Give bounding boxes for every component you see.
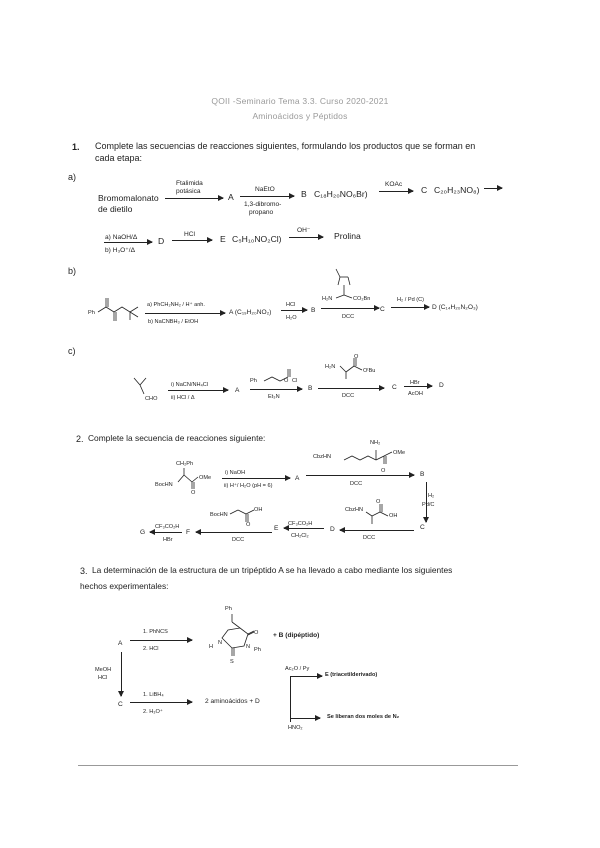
q2-start-OMe: OMe [199, 475, 212, 481]
q2-G: G [140, 529, 146, 536]
q1c-arrow-4 [404, 386, 432, 387]
q1a-D: D [158, 236, 165, 246]
q2-reagent-OMe: OMe [393, 450, 406, 456]
q3-ring-O: O [254, 630, 259, 636]
q2-r1-bot: ii) H⁺/ H₂O (pH = 6) [224, 483, 273, 489]
topic-header: Aminoácidos y Péptidos [252, 111, 348, 121]
q3-products: 2 aminoácidos + D [205, 698, 260, 705]
q2-r6-bot: DCC [232, 537, 245, 543]
q1a-r2-bot-line2: propano [249, 209, 274, 216]
q1b-reagent-CO2Bn: CO₂Bn [353, 296, 371, 302]
q2-reagent3-BocHN: BocHN [210, 512, 228, 518]
q1b-ketoester-structure [88, 290, 144, 330]
q1b-r2-bot: H₂O [286, 315, 297, 321]
q1a-r3-top: KOAc [385, 181, 403, 188]
q3-arrow-acetylation [290, 676, 322, 677]
q2-r3-line2: Pd/C [422, 502, 435, 508]
q1b-label: b) [68, 266, 77, 276]
q1b-A-formula: A (C₁₉H₂₀NO₂) [229, 309, 272, 316]
q1b-arrow-3 [321, 308, 379, 309]
q1a-E-formula: C₅H₁₀NO₂Cl) [232, 234, 282, 244]
q1a-C-formula: C₂₀H₂₃NO₈) [434, 185, 480, 195]
q3-B-dipeptide: + B (dipéptido) [273, 632, 320, 639]
q3-arrow-1 [130, 640, 192, 641]
q1a-arrow-6 [172, 240, 212, 241]
q2-reagent2-CbzHN: CbzHN [345, 507, 364, 513]
q1a-arrow-5 [104, 242, 152, 243]
q1c-A: A [235, 387, 240, 394]
q1a-E: E [220, 234, 226, 244]
q2-A: A [295, 475, 300, 482]
q1c-cbz-chloride-structure [252, 367, 312, 389]
q1a-r1-top-line2: potásica [176, 188, 201, 195]
q1b-r2-top: HCl [286, 302, 296, 308]
q1b-r4-top: H₂ / Pd (C) [397, 297, 425, 303]
q2-r2-bot: DCC [350, 481, 363, 487]
q3-meoh-line2: HCl [98, 675, 108, 681]
q2-reagent3-O: O [246, 522, 251, 528]
q1a-B: B [301, 189, 307, 199]
q1a-r6-top: OH⁻ [297, 227, 311, 234]
q3-ring-Ph-top: Ph [225, 606, 232, 612]
q2-reagent-CbzHN: CbzHN [313, 454, 332, 460]
q1b-r3-bot: DCC [342, 314, 355, 320]
q1c-arrow-1 [168, 390, 228, 391]
q1c-D: D [439, 382, 444, 389]
q3-ring-Ph: Ph [254, 647, 261, 653]
q1a-arrow-3 [379, 191, 413, 192]
q1-number: 1. [72, 142, 80, 152]
q1c-label: c) [68, 346, 76, 356]
q2-r7-bot: HBr [163, 537, 173, 543]
q2-D: D [330, 526, 335, 533]
q2-arrow-2 [306, 475, 414, 476]
q2-r7-top: CF₃CO₂H [155, 524, 180, 530]
q1b-arrow-2 [281, 310, 307, 311]
q1c-CHO: CHO [145, 396, 158, 402]
q2-start-BocHN: BocHN [155, 482, 173, 488]
q1c-B: B [308, 385, 313, 392]
q1c-r1-bot: ii) HCl / Δ [171, 395, 195, 401]
q3-r2-top: Ac₂O / Py [285, 666, 310, 672]
q1c-reagent-OtBu: OᵗBu [363, 368, 376, 374]
q2-reagent3-OH: OH [254, 507, 263, 513]
q1b-reagent-H2N: H₂N [322, 296, 333, 302]
q3-ring-S: S [230, 659, 234, 665]
q2-r3-line1: H₂ [428, 493, 435, 499]
q3-r3-bot: 2. H₃O⁺ [143, 709, 163, 715]
q3-r1-top: 1. PhNCS [143, 629, 168, 635]
q1a-start-line1: Bromomalonato [98, 193, 159, 203]
q2-E: E [274, 525, 279, 532]
q3-number: 3. [80, 566, 88, 576]
q1b-D-formula: D (C₁₄H₂₀N₂O₃) [432, 304, 478, 311]
q1a-r4-top: a) NaOH/Δ [105, 234, 138, 241]
q1a-start-line2: de dietilo [98, 204, 133, 214]
q1b-B: B [311, 307, 316, 314]
q3-text-line1: La determinación de la estructura de un tripéptido A se ha llevado a cabo mediante los siguientes [92, 565, 453, 575]
q1-text-line2: cada etapa: [95, 153, 143, 163]
q1a-product: Prolina [334, 231, 361, 241]
course-header: QOII -Seminario Tema 3.3. Curso 2020-2021 [211, 96, 389, 106]
q1a-r1-top-line1: Ftalimida [176, 180, 203, 187]
q3-E-product: E (triacetilderivado) [325, 672, 378, 678]
q2-arrow-7 [150, 532, 182, 533]
q1c-arrow-3 [318, 388, 384, 389]
q1c-r2-bot: Et₃N [268, 394, 280, 400]
q1c-reagent-Cl: Cl [292, 378, 298, 384]
q2-r5-top: CF₃CO₂H [288, 521, 313, 527]
q3-text-line2: hechos experimentales: [80, 581, 169, 591]
q2-number: 2. [76, 434, 84, 444]
q1c-reagent-O: O [284, 378, 289, 384]
q3-arrow-hno2 [290, 718, 320, 719]
q2-r4-bot: DCC [363, 535, 376, 541]
q2-text: Complete la secuencia de reacciones siguiente: [88, 433, 266, 443]
q2-reagent2-OH: OH [389, 513, 398, 519]
q1a-r4-bot: b) H₃O⁺/Δ [105, 247, 135, 254]
q1c-C: C [392, 384, 397, 391]
q2-arrow-5 [284, 528, 324, 529]
q1c-reagent-Ph: Ph [250, 378, 257, 384]
q1a-A: A [228, 192, 234, 202]
q2-C: C [420, 524, 425, 531]
q3-ring-N2: N [246, 644, 251, 650]
q3-arrow-2 [130, 702, 192, 703]
q3-n2-release: Se liberan dos moles de N₂ [327, 714, 400, 720]
q1c-r4-bot: AcOH [408, 391, 423, 397]
q1a-C: C [421, 185, 428, 195]
q1a-label: a) [68, 172, 77, 182]
q2-arrow-6 [196, 532, 272, 533]
q2-cbz-ala-structure [356, 500, 406, 530]
q2-B: B [420, 471, 425, 478]
q3-hno2: HNO₂ [288, 725, 303, 731]
q2-arrow-4 [340, 530, 414, 531]
q3-C: C [118, 701, 123, 708]
q3-branch-line [290, 676, 291, 722]
q1c-arrow-2 [250, 389, 302, 390]
q1b-r1-top: a) PhCH₂NH₂ / H⁺ anh. [147, 302, 205, 308]
q1a-arrow-7 [289, 237, 323, 238]
q2-start-CH2Ph: CH₂Ph [176, 461, 194, 467]
q1c-r3-bot: DCC [342, 393, 355, 399]
q3-ring-H: H [209, 644, 214, 650]
q3-r3-top: 1. LiBH₄ [143, 692, 164, 698]
q1-text-line1: Complete las secuencias de reacciones siguientes, formulando los productos que se forman en [95, 141, 476, 151]
q1a-arrow-4 [484, 188, 502, 189]
q1c-r4-top: HBr [410, 380, 420, 386]
q3-ring-N1: N [218, 640, 223, 646]
q1c-reagent-O2: O [354, 354, 359, 360]
q1b-C: C [380, 306, 385, 313]
q1a-r5-top: HCl [184, 231, 195, 238]
q2-r5-bot: CH₂Cl₂ [291, 533, 309, 539]
q1b-arrow-1 [145, 313, 225, 314]
q1b-r1-bot: b) NaCNBH₃ / EtOH [148, 319, 199, 325]
q3-A: A [118, 640, 123, 647]
q1c-r1-top: i) NaCN/NH₄Cl [171, 382, 209, 388]
q2-start-O: O [191, 490, 196, 496]
q1a-arrow-2 [240, 196, 294, 197]
q3-meoh-line1: MeOH [95, 667, 112, 673]
q2-reagent-O: O [381, 468, 386, 474]
q2-arrow-1 [222, 478, 290, 479]
footer-divider [78, 765, 518, 766]
q2-reagent2-O: O [376, 499, 381, 505]
q2-r1-top: i) NaOH [225, 470, 246, 476]
q3-arrow-methanolysis [121, 652, 122, 696]
q2-reagent-NH2: NH₂ [370, 440, 381, 446]
q3-r1-bot: 2. HCl [143, 646, 159, 652]
q1c-reagent-H2N: H₂N [325, 364, 336, 370]
q1b-Ph: Ph [88, 310, 95, 316]
q2-F: F [186, 529, 191, 536]
q1a-r2-top: NaEtO [255, 186, 275, 193]
q1a-B-formula: C₁₈H₂₀NO₆Br) [314, 189, 368, 199]
q1a-arrow-1 [165, 198, 223, 199]
q1a-r2-bot-line1: 1,3-dibromo- [244, 201, 282, 208]
q1b-arrow-4 [391, 307, 429, 308]
